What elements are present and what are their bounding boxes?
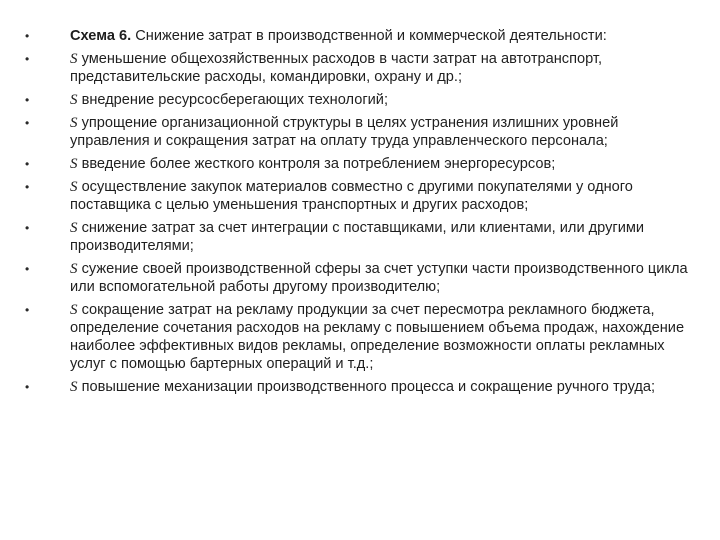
- cost-reduction-list: [0, 27, 720, 401]
- item-body: сужение своей производственной сферы за счет уступки части производственного цикла или вспомогательной работы другому производителю;: [70, 261, 688, 295]
- item-body: повышение механизации производственного процесса и сокращение ручного труда;: [81, 379, 656, 395]
- bullet-icon: •: [25, 303, 30, 317]
- list-item-text: [70, 260, 698, 296]
- bullet-icon: •: [25, 157, 30, 171]
- list-item: [0, 178, 720, 214]
- list-item: [0, 91, 720, 109]
- item-marker: S: [70, 156, 78, 172]
- item-body: внедрение ресурсосберегающих технологий;: [81, 92, 389, 108]
- item-body: осуществление закупок материалов совместно с другими покупателями у одного поставщика с целью уменьшения транспортных и других расходов;: [70, 179, 633, 213]
- bullet-icon: •: [25, 29, 30, 43]
- bullet-icon: •: [25, 262, 30, 276]
- list-item-text: [70, 301, 698, 373]
- bullet-icon: •: [25, 52, 30, 66]
- item-body: уменьшение общехозяйственных расходов в части затрат на автотранспорт, представительские расходы, командировки, охрану и др.;: [70, 51, 603, 85]
- item-marker: S: [70, 302, 78, 318]
- bullet-icon: •: [25, 380, 30, 394]
- list-item: [0, 260, 720, 296]
- list-item: [0, 114, 720, 150]
- list-heading: [70, 27, 698, 45]
- list-item-text: [70, 178, 698, 214]
- bullet-icon: •: [25, 180, 30, 194]
- list-item-text: [70, 114, 698, 150]
- item-body: упрощение организационной структуры в целях устранения излишних уровней управления и сокращения затрат на оплату труда управленческого персонала;: [70, 115, 619, 149]
- list-item: [0, 219, 720, 255]
- item-body: сокращение затрат на рекламу продукции за счет пересмотра рекламного бюджета, определение сочетания расходов на рекламу с повышением объема продаж, нахождение наиболее эффективных видов рекламы, определение возможности оплаты рекламных услуг с помощью бартерных операций и т.д.;: [70, 302, 685, 372]
- item-marker: S: [70, 220, 78, 236]
- bullet-icon: •: [25, 116, 30, 130]
- item-marker: S: [70, 179, 78, 195]
- item-marker: S: [70, 115, 78, 131]
- item-marker: S: [70, 51, 78, 67]
- list-item: [0, 378, 720, 396]
- list-item: [0, 155, 720, 173]
- list-item: [0, 50, 720, 86]
- list-item: [0, 301, 720, 373]
- list-item-text: [70, 50, 698, 86]
- heading-label: Схема 6.: [70, 28, 132, 44]
- item-marker: S: [70, 379, 78, 395]
- list-heading-item: [0, 27, 720, 45]
- bullet-icon: •: [25, 93, 30, 107]
- list-item-text: [70, 155, 698, 173]
- item-body: снижение затрат за счет интеграции с поставщиками, или клиентами, или другими производителями;: [70, 220, 645, 254]
- item-marker: S: [70, 92, 78, 108]
- list-item-text: [70, 219, 698, 255]
- bullet-icon: •: [25, 221, 30, 235]
- list-item-text: [70, 378, 698, 396]
- item-marker: S: [70, 261, 78, 277]
- item-body: введение более жесткого контроля за потреблением энергоресурсов;: [81, 156, 556, 172]
- heading-text: Снижение затрат в производственной и коммерческой деятельности:: [131, 28, 607, 44]
- list-item-text: [70, 91, 698, 109]
